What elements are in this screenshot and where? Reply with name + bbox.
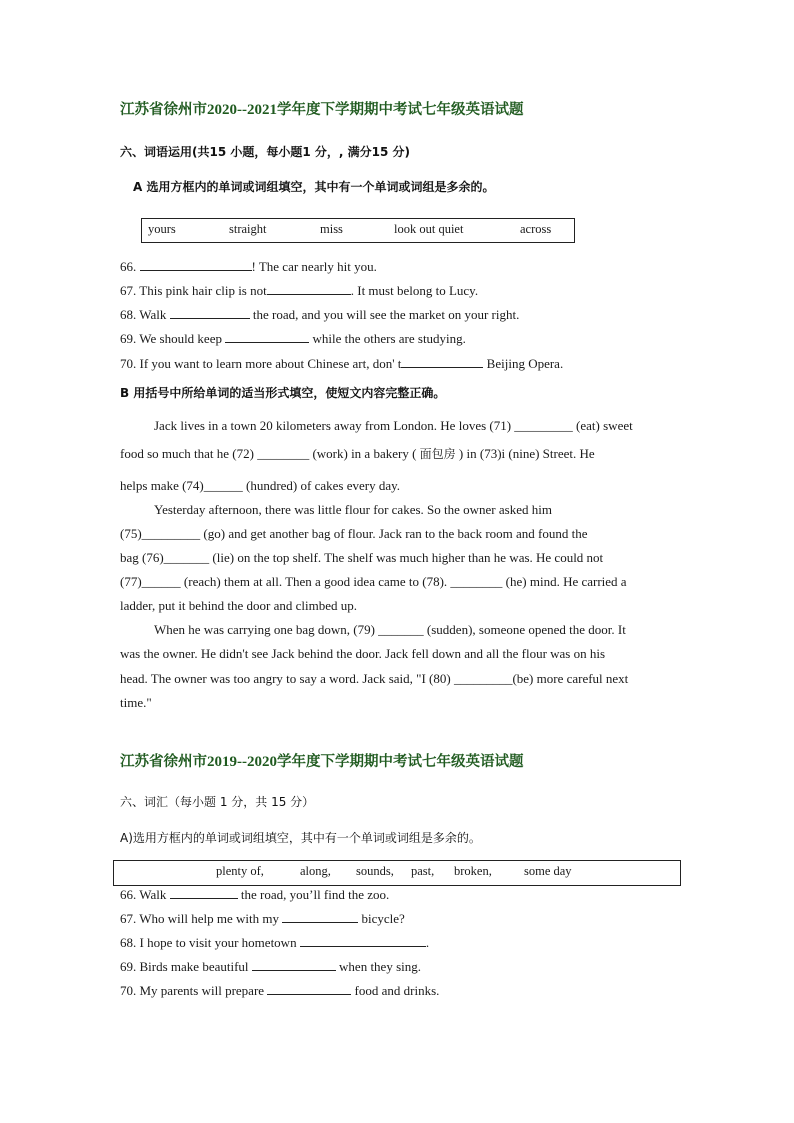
word-box-item: broken,: [454, 864, 492, 878]
section2-title-suffix: 学年度下学期期中考试七年级英语试题: [277, 754, 524, 770]
answer-blank[interactable]: [267, 283, 351, 295]
section1-word-box: [141, 218, 575, 243]
passage-line: (77)______ (reach) them at all. Then a good idea came to (78). ________ (he) mind. He carried a: [120, 574, 627, 589]
question-70: 70. My parents will prepare food and drinks.: [120, 983, 440, 998]
answer-blank[interactable]: [225, 331, 309, 343]
section2-title-year: 2019--2020: [207, 754, 277, 770]
section2-title: [120, 750, 524, 771]
question-67: 67. Who will help me with my bicycle?: [120, 911, 405, 926]
section1-title: [120, 98, 524, 119]
section2-title-prefix: 江苏省徐州市: [120, 754, 207, 770]
word-box-item: some day: [524, 864, 572, 878]
passage-line: food so much that he (72) ________ (work) in a bakery ( 面包房 ) in (73)i (nine) Street. He: [120, 446, 595, 461]
passage-line: head. The owner was too angry to say a word. Jack said, "I (80) _________(be) more careful next: [120, 671, 629, 686]
answer-blank[interactable]: [267, 983, 351, 995]
answer-blank[interactable]: [252, 959, 336, 971]
word-box-item: along,: [300, 864, 331, 878]
section1-partA-heading: A 选用方框内的单词或词组填空，其中有一个单词或词组是多余的。: [133, 180, 495, 194]
passage-line: ladder, put it behind the door and climbed up.: [120, 598, 358, 613]
passage-line: time.": [120, 695, 152, 710]
section1-title-suffix: 学年度下学期期中考试七年级英语试题: [277, 102, 524, 118]
passage-line: Yesterday afternoon, there was little flour for cakes. So the owner asked him: [154, 502, 552, 517]
section1-title-prefix: 江苏省徐州市: [120, 102, 207, 118]
word-box-item: straight: [229, 222, 267, 236]
chinese-gloss: 面包房: [419, 447, 456, 461]
word-box-item: past,: [411, 864, 435, 878]
section1-title-year: 2020--2021: [207, 102, 277, 118]
word-box-item: yours: [148, 222, 176, 236]
word-box-item: look out quiet: [394, 222, 464, 236]
word-box-item: across: [520, 222, 552, 236]
question-67: 67. This pink hair clip is not . It must belong to Lucy.: [120, 283, 479, 298]
section2-word-box: [113, 860, 681, 886]
passage-line: helps make (74)______ (hundred) of cakes every day.: [120, 478, 401, 493]
question-68: 68. Walk the road, and you will see the market on your right.: [120, 307, 520, 322]
answer-blank[interactable]: [170, 307, 250, 319]
question-68: 68. I hope to visit your hometown .: [120, 935, 430, 950]
passage-line: (75)_________ (go) and get another bag of flour. Jack ran to the back room and found the: [120, 526, 588, 541]
word-box-item: sounds,: [356, 864, 394, 878]
section1-part-heading: 六、词语运用(共15 小题，每小题1 分，, 满分15 分): [120, 145, 410, 159]
answer-blank[interactable]: [282, 911, 358, 923]
question-69: 69. We should keep while the others are studying.: [120, 331, 466, 346]
question-66: 66. Walk the road, you’ll find the zoo.: [120, 887, 390, 902]
word-box-item: miss: [320, 222, 343, 236]
section2-partA-heading: A)选用方框内的单词或词组填空，其中有一个单词或词组是多余的。: [120, 831, 481, 845]
section2-part-heading: 六、词汇（每小题 1 分，共 15 分）: [120, 795, 315, 809]
word-box-item: plenty of,: [216, 864, 264, 878]
section1-partB-heading: B 用括号中所给单词的适当形式填空，使短文内容完整正确。: [120, 386, 446, 400]
answer-blank[interactable]: [170, 887, 238, 899]
passage-line: When he was carrying one bag down, (79) _______ (sudden), someone opened the door. It: [154, 622, 626, 637]
answer-blank[interactable]: [300, 935, 426, 947]
passage-line: bag (76)_______ (lie) on the top shelf. The shelf was much higher than he was. He could not: [120, 550, 604, 565]
question-70: 70. If you want to learn more about Chinese art, don' t Beijing Opera.: [120, 356, 564, 371]
passage-line: Jack lives in a town 20 kilometers away from London. He loves (71) _________ (eat) sweet: [154, 418, 633, 433]
question-69: 69. Birds make beautiful when they sing.: [120, 959, 421, 974]
answer-blank[interactable]: [140, 259, 252, 271]
answer-blank[interactable]: [401, 356, 483, 368]
passage-line: was the owner. He didn't see Jack behind the door. Jack fell down and all the flour was on his: [120, 646, 606, 661]
question-66: 66. ! The car nearly hit you.: [120, 259, 377, 274]
